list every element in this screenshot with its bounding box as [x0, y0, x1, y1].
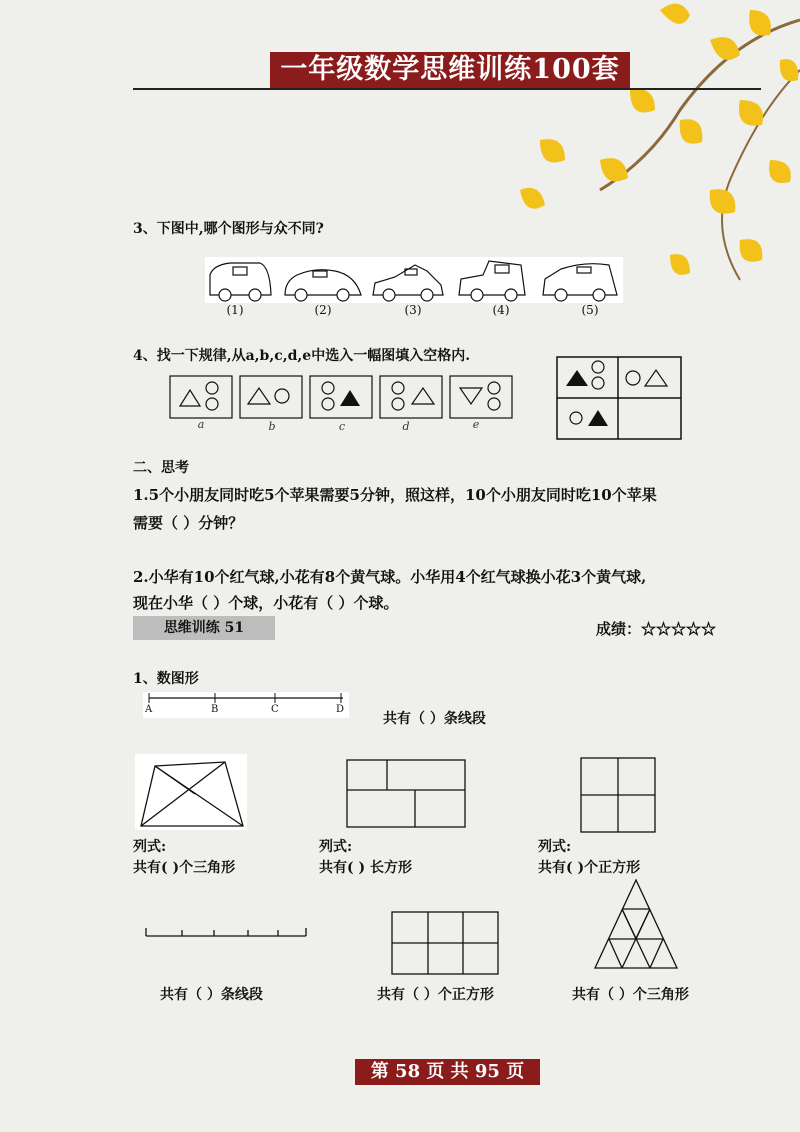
- problem-2-line-1: 2.小华有10个红气球,小花有8个黄气球。小华用4个红气球换小花3个黄气球,: [133, 568, 647, 586]
- car-label-1: (1): [226, 303, 244, 317]
- segment-line-figure: [143, 690, 349, 720]
- option-label-d: d: [402, 420, 410, 433]
- triangle2-answer: 共有（ ）个三角形: [572, 987, 689, 1003]
- car-label-4: (4): [492, 303, 510, 317]
- point-d: D: [336, 704, 345, 715]
- option-label-b: b: [268, 420, 276, 433]
- segment-ticks-figure: [144, 924, 308, 940]
- problem-2-line-2: 现在小华（ ）个球，小花有（ ）个球。: [133, 594, 399, 612]
- point-c: C: [271, 704, 279, 715]
- cars-figure: [205, 257, 623, 303]
- rectangles-figure: [346, 759, 466, 829]
- page-number: 第 58 页 共 95 页: [355, 1059, 540, 1085]
- formula-label-2: 列式:: [319, 839, 353, 855]
- section-2-heading: 二、思考: [133, 460, 189, 476]
- page-title: 一年级数学思维训练100套: [270, 52, 630, 88]
- car-label-5: (5): [581, 303, 599, 317]
- point-a: A: [145, 704, 153, 715]
- problem-1-line-1: 1.5个小朋友同时吃5个苹果需要5分钟，照这样，10个小朋友同时吃10个苹果: [133, 486, 657, 504]
- score-rating: 成绩：☆☆☆☆☆: [596, 620, 717, 638]
- point-b: B: [211, 704, 219, 715]
- formula-label-1: 列式:: [133, 839, 167, 855]
- quadrilateral-triangles-figure: [135, 754, 247, 830]
- question-4-text: 4、找一下规律,从a,b,c,d,e中选入一幅图填入空格内.: [133, 348, 471, 364]
- question-3-text: 3、下图中,哪个图形与众不同?: [133, 221, 324, 237]
- car-label-3: (3): [404, 303, 422, 317]
- formula-label-3: 列式:: [538, 839, 572, 855]
- segment-answer: 共有（ ）条线段: [383, 711, 486, 727]
- segment2-answer: 共有（ ）条线段: [160, 987, 263, 1003]
- pattern-options-figure: [168, 374, 514, 420]
- problem-1-line-2: 需要（ ）分钟？: [133, 514, 244, 532]
- pattern-grid-figure: [556, 356, 682, 440]
- squares-figure: [580, 757, 656, 833]
- question-1-text: 1、数图形: [133, 671, 199, 687]
- rectangle-answer: 共有( ) 长方形: [319, 860, 412, 876]
- car-label-2: (2): [314, 303, 332, 317]
- square2-answer: 共有（ ）个正方形: [377, 987, 494, 1003]
- square-answer: 共有( )个正方形: [538, 860, 641, 876]
- training-badge: 思维训练 51: [133, 616, 275, 640]
- title-rule: [133, 88, 761, 90]
- option-label-c: c: [338, 420, 346, 433]
- square-grid-figure: [391, 911, 499, 975]
- triangle-grid-figure: [593, 878, 679, 970]
- option-label-a: a: [197, 418, 205, 431]
- option-label-e: e: [472, 418, 480, 431]
- triangle-answer: 共有( )个三角形: [133, 860, 236, 876]
